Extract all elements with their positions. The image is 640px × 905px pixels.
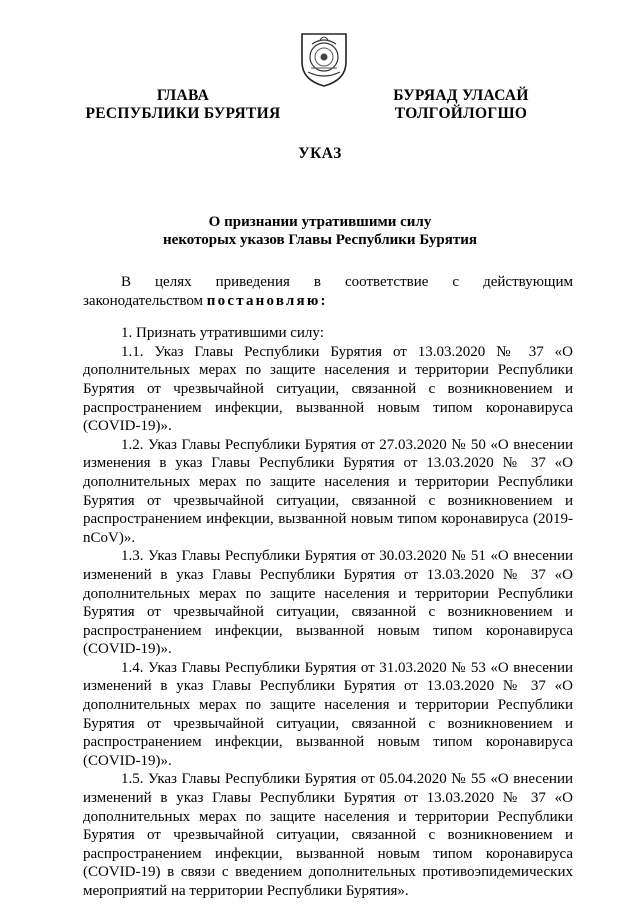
- header-right: [372, 87, 550, 123]
- item-1-3: 1.3. Указ Главы Республики Бурятия от 30.03.2020 № 51 «О внесении изменений в указ Главы Республики Бурятия от 13.03.2020 № 37 «О дополнительных мерах по защите населения и территории Республики Бурятия от чрезвычайной ситуации, связанной с возникновением и распространением инфекции, вызванной новым типом коронавируса (COVID-19)».: [83, 548, 573, 658]
- coat-of-arms-icon: [298, 30, 350, 88]
- document-subject: [0, 213, 640, 249]
- item-1-2: 1.2. Указ Главы Республики Бурятия от 27.03.2020 № 50 «О внесении изменения в указ Главы Республики Бурятия от 13.03.2020 № 37 «О дополнительных мерах по защите населения и территории Республики Бурятия от чрезвычайной ситуации, связанной с возникновением и распространением инфекции, вызванной новым типом коронавируса (2019-nCoV)».: [83, 436, 573, 546]
- item-1-1: 1.1. Указ Главы Республики Бурятия от 13.03.2020 № 37 «О дополнительных мерах по защите населения и территории Республики Бурятия от чрезвычайной ситуации, связанной с возникновением и распространением инфекции, вызванной новым типом коронавируса (COVID-19)».: [83, 343, 573, 435]
- document-body: [83, 273, 573, 901]
- decree-word: постановляю:: [206, 292, 328, 309]
- header-right-line2: ТОЛГОЙЛОГШО: [394, 105, 528, 122]
- header-left-line1: ГЛАВА: [156, 87, 210, 104]
- subject-line2: некоторых указов Главы Республики Бурятия: [163, 232, 477, 248]
- preamble-text: В целях приведения в соответствие с действующим законодательством: [83, 274, 573, 309]
- subject-line1: О признании утратившими силу: [208, 214, 432, 230]
- header-left: [84, 87, 282, 123]
- item-1-4: 1.4. Указ Главы Республики Бурятия от 31.03.2020 № 53 «О внесении изменений в указ Главы Республики Бурятия от 13.03.2020 № 37 «О дополнительных мерах по защите населения и территории Республики Бурятия от чрезвычайной ситуации, связанной с возникновением и распространением инфекции, вызванной новым типом коронавируса (COVID-19)».: [83, 659, 573, 769]
- item-1-5: 1.5. Указ Главы Республики Бурятия от 05.04.2020 № 55 «О внесении изменений в указ Главы Республики Бурятия от 13.03.2020 № 37 «О дополнительных мерах по защите населения и территории Республики Бурятия от чрезвычайной ситуации, связанной с возникновением и распространением инфекции, вызванной новым типом коронавируса (COVID-19) в связи с введением дополнительных противоэпидемических мероприятий на территории Республики Бурятия».: [83, 771, 573, 899]
- header-left-line2: РЕСПУБЛИКИ БУРЯТИЯ: [85, 105, 281, 122]
- header-right-line1: БУРЯАД УЛАСАЙ: [393, 87, 529, 104]
- preamble-paragraph: [83, 273, 573, 310]
- item-1: 1. Признать утратившими силу:: [121, 325, 324, 342]
- document-title: УКАЗ: [298, 145, 342, 162]
